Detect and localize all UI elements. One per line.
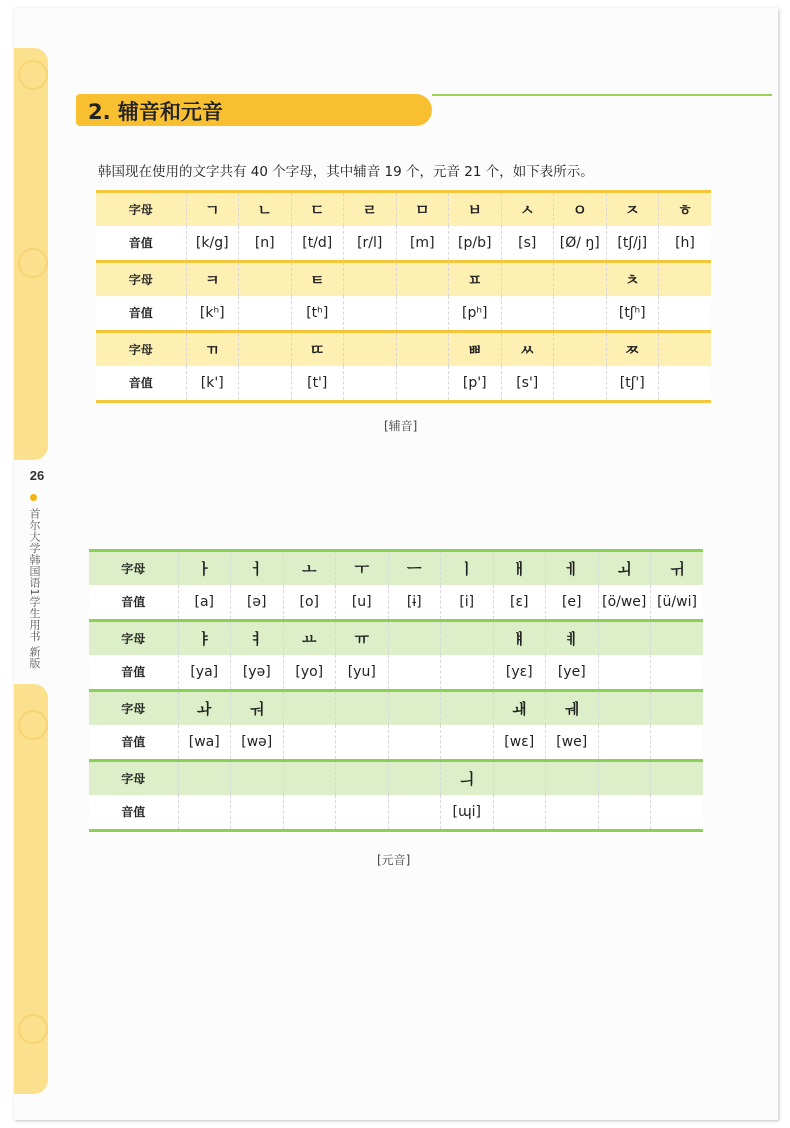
letter-cell: ㅌ [291, 262, 344, 296]
sound-value-cell [396, 296, 449, 332]
letter-cell: ㅁ [396, 192, 449, 226]
letter-cell: ㄸ [291, 332, 344, 366]
letter-row [89, 691, 703, 725]
section-heading: 2. 辅音和元音 [88, 100, 223, 124]
sound-value-cell [598, 655, 651, 691]
sound-value-cell [598, 725, 651, 761]
side-tab-bottom [14, 684, 48, 1094]
row-label-letter: 字母 [89, 621, 178, 655]
letter-cell [388, 621, 441, 655]
sound-value-cell [388, 725, 441, 761]
letter-cell: ㄹ [344, 192, 397, 226]
sound-value-cell: [yə] [231, 655, 284, 691]
row-label-value: 音值 [96, 366, 186, 402]
letter-cell: ㅂ [449, 192, 502, 226]
sound-value-cell [651, 655, 704, 691]
letter-cell [239, 332, 292, 366]
sound-value-cell [336, 795, 389, 831]
sound-value-cell [388, 795, 441, 831]
letter-cell: ㅢ [441, 761, 494, 795]
letter-cell: ㅎ [659, 192, 712, 226]
sound-value-cell [441, 655, 494, 691]
row-label-letter: 字母 [96, 332, 186, 366]
letter-cell [396, 332, 449, 366]
vowel-caption: [元音] [377, 853, 411, 867]
sound-value-cell: [h] [659, 226, 712, 262]
sound-value-cell: [s] [501, 226, 554, 262]
row-label-letter: 字母 [89, 761, 178, 795]
sound-value-cell: [wɛ] [493, 725, 546, 761]
sound-value-cell [554, 366, 607, 402]
sound-value-cell [501, 296, 554, 332]
letter-cell: ㅣ [441, 551, 494, 585]
sound-value-cell [239, 366, 292, 402]
sound-value-cell: [tʰ] [291, 296, 344, 332]
letter-cell: ㅅ [501, 192, 554, 226]
letter-cell [239, 262, 292, 296]
letter-cell: ㅆ [501, 332, 554, 366]
sound-value-cell: [e] [546, 585, 599, 621]
swirl-ornament [18, 1014, 48, 1044]
sound-value-cell [493, 795, 546, 831]
letter-cell: ㅘ [178, 691, 231, 725]
letter-cell [388, 691, 441, 725]
vowel-table [89, 549, 703, 832]
letter-cell [344, 332, 397, 366]
sound-value-cell: [n] [239, 226, 292, 262]
sound-value-cell [344, 296, 397, 332]
sound-value-cell: [pʰ] [449, 296, 502, 332]
sound-value-cell: [ɛ] [493, 585, 546, 621]
sound-value-cell [178, 795, 231, 831]
textbook-page [14, 8, 778, 1120]
sound-value-cell: [ə] [231, 585, 284, 621]
letter-cell [344, 262, 397, 296]
sound-value-cell: [u] [336, 585, 389, 621]
sound-value-cell: [m] [396, 226, 449, 262]
sound-value-cell [283, 795, 336, 831]
page-number: 26 [29, 468, 45, 483]
value-row [96, 226, 711, 262]
value-row [96, 296, 711, 332]
letter-cell [441, 621, 494, 655]
row-label-value: 音值 [89, 795, 178, 831]
swirl-ornament [18, 60, 48, 90]
sound-value-cell: [ɨ] [388, 585, 441, 621]
letter-cell [231, 761, 284, 795]
value-row [89, 585, 703, 621]
letter-cell [283, 691, 336, 725]
letter-cell [336, 691, 389, 725]
value-row [89, 655, 703, 691]
letter-cell: ㄲ [186, 332, 239, 366]
sound-value-cell: [t'] [291, 366, 344, 402]
side-tab-top [14, 48, 48, 460]
row-label-letter: 字母 [89, 691, 178, 725]
letter-cell [598, 621, 651, 655]
sound-value-cell: [ö/we] [598, 585, 651, 621]
letter-row [89, 761, 703, 795]
letter-cell [283, 761, 336, 795]
sound-value-cell: [yo] [283, 655, 336, 691]
sound-value-cell [336, 725, 389, 761]
sound-value-cell [283, 725, 336, 761]
letter-cell: ㅟ [651, 551, 704, 585]
sound-value-cell: [wa] [178, 725, 231, 761]
letter-cell [554, 262, 607, 296]
sound-value-cell: [we] [546, 725, 599, 761]
letter-cell: ㅔ [546, 551, 599, 585]
letter-cell: ㅊ [606, 262, 659, 296]
sound-value-cell: [ye] [546, 655, 599, 691]
letter-cell: ㅝ [231, 691, 284, 725]
sound-value-cell: [kʰ] [186, 296, 239, 332]
letter-row [89, 551, 703, 585]
letter-cell [598, 691, 651, 725]
letter-cell: ㅚ [598, 551, 651, 585]
sound-value-cell [659, 296, 712, 332]
row-label-letter: 字母 [96, 262, 186, 296]
letter-row [96, 192, 711, 226]
sound-value-cell: [ü/wi] [651, 585, 704, 621]
row-label-value: 音值 [121, 665, 146, 680]
sound-value-cell: [p/b] [449, 226, 502, 262]
letter-cell: ㅖ [546, 621, 599, 655]
letter-cell [651, 761, 704, 795]
book-title: 首尔大学韩国语1学生用书 新版 [28, 508, 41, 669]
row-label-letter: 字母 [96, 192, 186, 226]
sound-value-cell: [k/g] [186, 226, 239, 262]
sound-value-cell: [a] [178, 585, 231, 621]
sound-value-cell [546, 795, 599, 831]
letter-cell [554, 332, 607, 366]
sound-value-cell: [ɰi] [441, 795, 494, 831]
row-label-value: 音值 [121, 735, 146, 750]
letter-cell: ㅑ [178, 621, 231, 655]
letter-row [96, 262, 711, 296]
swirl-ornament [18, 710, 48, 740]
letter-cell [441, 691, 494, 725]
letter-cell [651, 621, 704, 655]
letter-cell: ㄷ [291, 192, 344, 226]
letter-cell: ㅛ [283, 621, 336, 655]
sound-value-cell [239, 296, 292, 332]
row-label-value: 音值 [121, 595, 146, 610]
letter-cell: ㅓ [231, 551, 284, 585]
sound-value-cell: [i] [441, 585, 494, 621]
sound-value-cell [651, 725, 704, 761]
sound-value-cell: [o] [283, 585, 336, 621]
value-row [89, 725, 703, 761]
sound-value-cell [659, 366, 712, 402]
sound-value-cell [554, 296, 607, 332]
sound-value-cell: [tʃ/j] [606, 226, 659, 262]
value-row [89, 795, 703, 831]
sound-value-cell [388, 655, 441, 691]
letter-cell: ㅠ [336, 621, 389, 655]
letter-cell [396, 262, 449, 296]
sound-value-cell: [k'] [186, 366, 239, 402]
heading-rule [432, 94, 772, 96]
sound-value-cell: [p'] [449, 366, 502, 402]
letter-cell [659, 262, 712, 296]
sound-value-cell [441, 725, 494, 761]
letter-cell: ㅜ [336, 551, 389, 585]
sound-value-cell: [yɛ] [493, 655, 546, 691]
letter-cell: ㅍ [449, 262, 502, 296]
sound-value-cell [651, 795, 704, 831]
letter-cell [336, 761, 389, 795]
consonant-table [96, 190, 711, 403]
sound-value-cell: [tʃʰ] [606, 296, 659, 332]
sound-value-cell: [Ø/ ŋ] [554, 226, 607, 262]
sound-value-cell: [ya] [178, 655, 231, 691]
letter-cell [178, 761, 231, 795]
row-label-value: 音值 [128, 236, 153, 251]
letter-cell: ㅙ [493, 691, 546, 725]
letter-cell: ㅋ [186, 262, 239, 296]
letter-cell [388, 761, 441, 795]
letter-cell: ㅈ [606, 192, 659, 226]
letter-cell [598, 761, 651, 795]
letter-cell: ㅡ [388, 551, 441, 585]
letter-cell [493, 761, 546, 795]
consonant-caption: [辅音] [384, 419, 418, 433]
sound-value-cell [598, 795, 651, 831]
swirl-ornament [18, 248, 48, 278]
value-row [96, 366, 711, 402]
row-label-value: 音值 [128, 306, 153, 321]
sound-value-cell: [t/d] [291, 226, 344, 262]
letter-cell: ㅗ [283, 551, 336, 585]
sound-value-cell [344, 366, 397, 402]
letter-cell: ㄱ [186, 192, 239, 226]
sound-value-cell: [r/l] [344, 226, 397, 262]
letter-cell [659, 332, 712, 366]
letter-cell: ㅇ [554, 192, 607, 226]
sound-value-cell: [tʃ'] [606, 366, 659, 402]
letter-cell [651, 691, 704, 725]
letter-cell: ㅞ [546, 691, 599, 725]
letter-cell: ㅉ [606, 332, 659, 366]
row-label-letter: 字母 [89, 551, 178, 585]
letter-cell: ㅃ [449, 332, 502, 366]
letter-cell [546, 761, 599, 795]
sound-value-cell: [wə] [231, 725, 284, 761]
letter-cell [501, 262, 554, 296]
sound-value-cell: [yu] [336, 655, 389, 691]
letter-cell: ㄴ [239, 192, 292, 226]
intro-paragraph: 韩国现在使用的文字共有 40 个字母，其中辅音 19 个，元音 21 个，如下表所示。 [98, 164, 594, 180]
letter-cell: ㅏ [178, 551, 231, 585]
page-dot-icon [30, 494, 37, 501]
sound-value-cell [396, 366, 449, 402]
sound-value-cell [231, 795, 284, 831]
letter-row [96, 332, 711, 366]
letter-cell: ㅒ [493, 621, 546, 655]
letter-row [89, 621, 703, 655]
letter-cell: ㅐ [493, 551, 546, 585]
sound-value-cell: [s'] [501, 366, 554, 402]
letter-cell: ㅕ [231, 621, 284, 655]
